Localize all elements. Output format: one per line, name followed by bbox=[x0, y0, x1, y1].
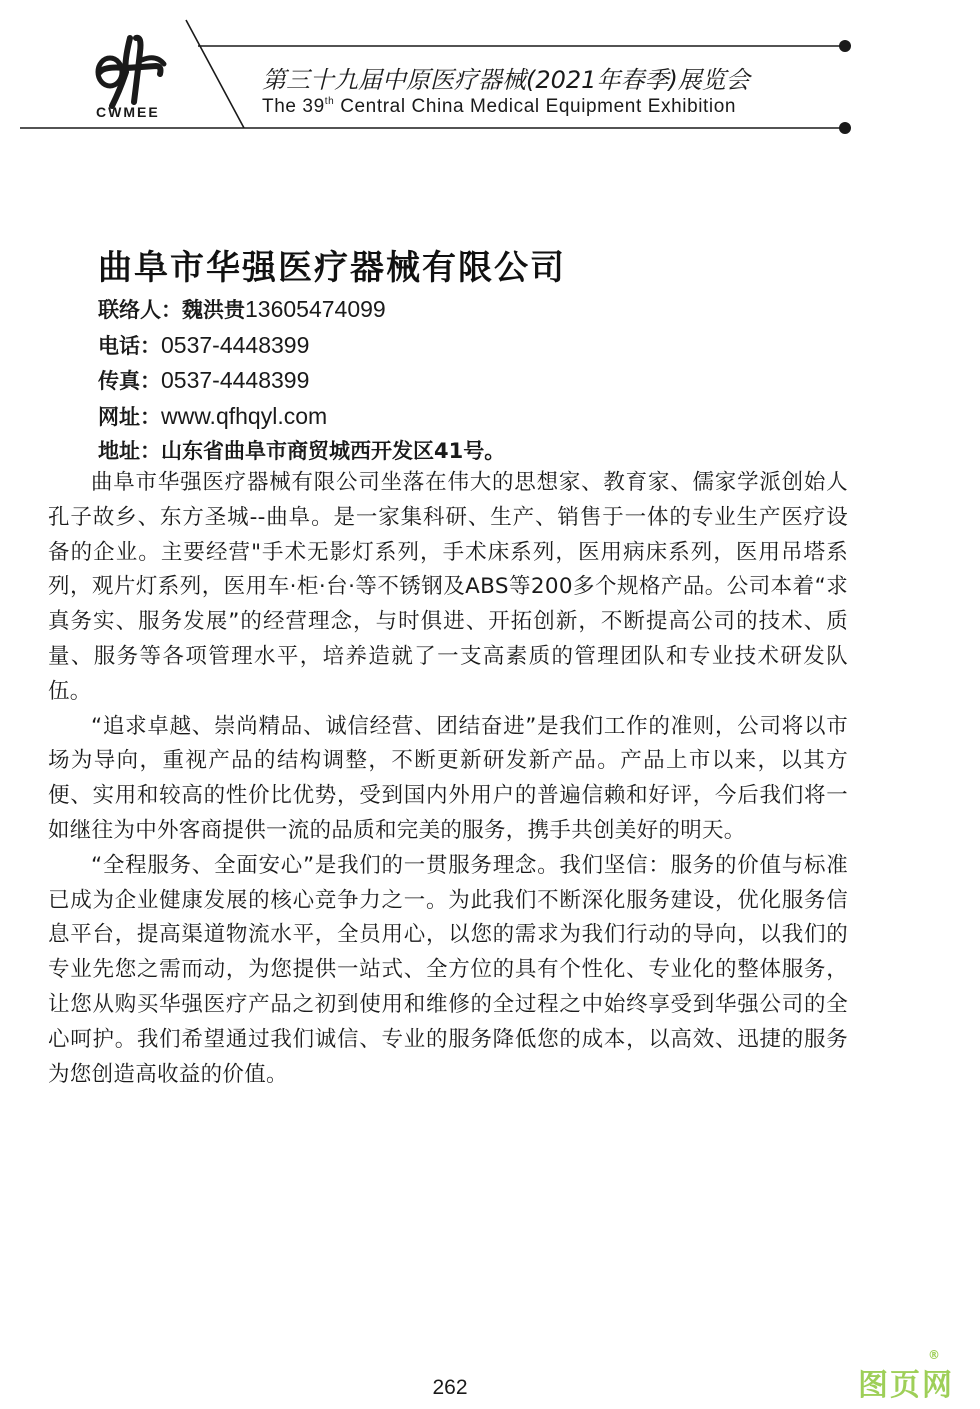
paragraph-principles: “追求卓越、崇尚精品、诚信经营、团结奋进”是我们工作的准则，公司将以市场为导向，重视产品的结构调整，不断更新研发新产品。产品上市以来，以其方便、实用和较高的性价比优势，受到国内外用户的普遍信赖和好评，今后我们将一如继往为中外客商提供一流的品质和完美的服务，携手共创美好的明天。 bbox=[48, 713, 848, 843]
exhibition-title-en-prefix: The 39 bbox=[262, 96, 325, 117]
logo-text: CWMEE bbox=[96, 104, 160, 120]
address-label: 地址： bbox=[98, 439, 161, 463]
registered-mark: ® bbox=[928, 1348, 942, 1362]
company-name: 曲阜市华强医疗器械有限公司 bbox=[98, 248, 566, 288]
exhibition-title-en bbox=[262, 96, 736, 118]
watermark-logo bbox=[858, 1348, 968, 1403]
contact-list bbox=[98, 292, 505, 470]
fax-row bbox=[98, 363, 505, 399]
website-row bbox=[98, 399, 505, 435]
address-value: 山东省曲阜市商贸城西开发区41号。 bbox=[161, 439, 506, 463]
company-description bbox=[48, 466, 848, 1092]
fax-label: 传真： bbox=[98, 369, 161, 393]
website-label: 网址： bbox=[98, 404, 161, 429]
exhibition-title-en-sup: th bbox=[324, 96, 335, 107]
contact-person-row bbox=[98, 292, 505, 328]
contact-person-label: 联络人： bbox=[98, 298, 182, 322]
exhibition-title-en-rest: Central China Medical Equipment Exhibition bbox=[334, 96, 737, 117]
watermark-text: 图页网 bbox=[858, 1368, 954, 1403]
paragraph-intro: 曲阜市华强医疗器械有限公司坐落在伟大的思想家、教育家、儒家学派创始人孔子故乡、东方圣城--曲阜。是一家集科研、生产、销售于一体的专业生产医疗设备的企业。主要经营"手术无影灯系列，手术床系列，医用病床系列，医用吊塔系列，观片灯系列，医用车·柜·台·等不锈钢及ABS等200多个规格产品。公司本着“求真务实、服务发展”的经营理念，与时俱进、开拓创新，不断提高公司的技术、质量、服务等各项管理水平，培养造就了一支高素质的管理团队和专业技术研发队伍。 bbox=[48, 470, 848, 704]
page-number: 262 bbox=[432, 1376, 468, 1399]
contact-person-phone: 13605474099 bbox=[245, 296, 386, 322]
telephone-value: 0537-4448399 bbox=[161, 331, 310, 358]
fax-value: 0537-4448399 bbox=[161, 367, 310, 393]
website-value: www.qfhqyl.com bbox=[161, 402, 328, 429]
contact-person-name: 魏洪贵 bbox=[182, 298, 245, 322]
paragraph-service: “全程服务、全面安心”是我们的一贯服务理念。我们坚信：服务的价值与标准已成为企业健康发展的核心竞争力之一。为此我们不断深化服务建设，优化服务信息平台，提高渠道物流水平，全员用心，以您的需求为我们行动的导向，以我们的专业先您之需而动，为您提供一站式、全方位的具有个性化、专业化的整体服务，让您从购买华强医疗产品之初到使用和维修的全过程之中始终享受到华强公司的全心呵护。我们希望通过我们诚信、专业的服务降低您的成本，以高效、迅捷的服务为您创造高收益的价值。 bbox=[48, 852, 848, 1087]
exhibition-title-cn: 第三十九届中原医疗器械(2021年春季)展览会 bbox=[262, 66, 750, 94]
telephone-label: 电话： bbox=[98, 333, 161, 358]
telephone-row bbox=[98, 328, 505, 364]
address-row bbox=[98, 434, 505, 470]
page-header bbox=[0, 0, 980, 140]
